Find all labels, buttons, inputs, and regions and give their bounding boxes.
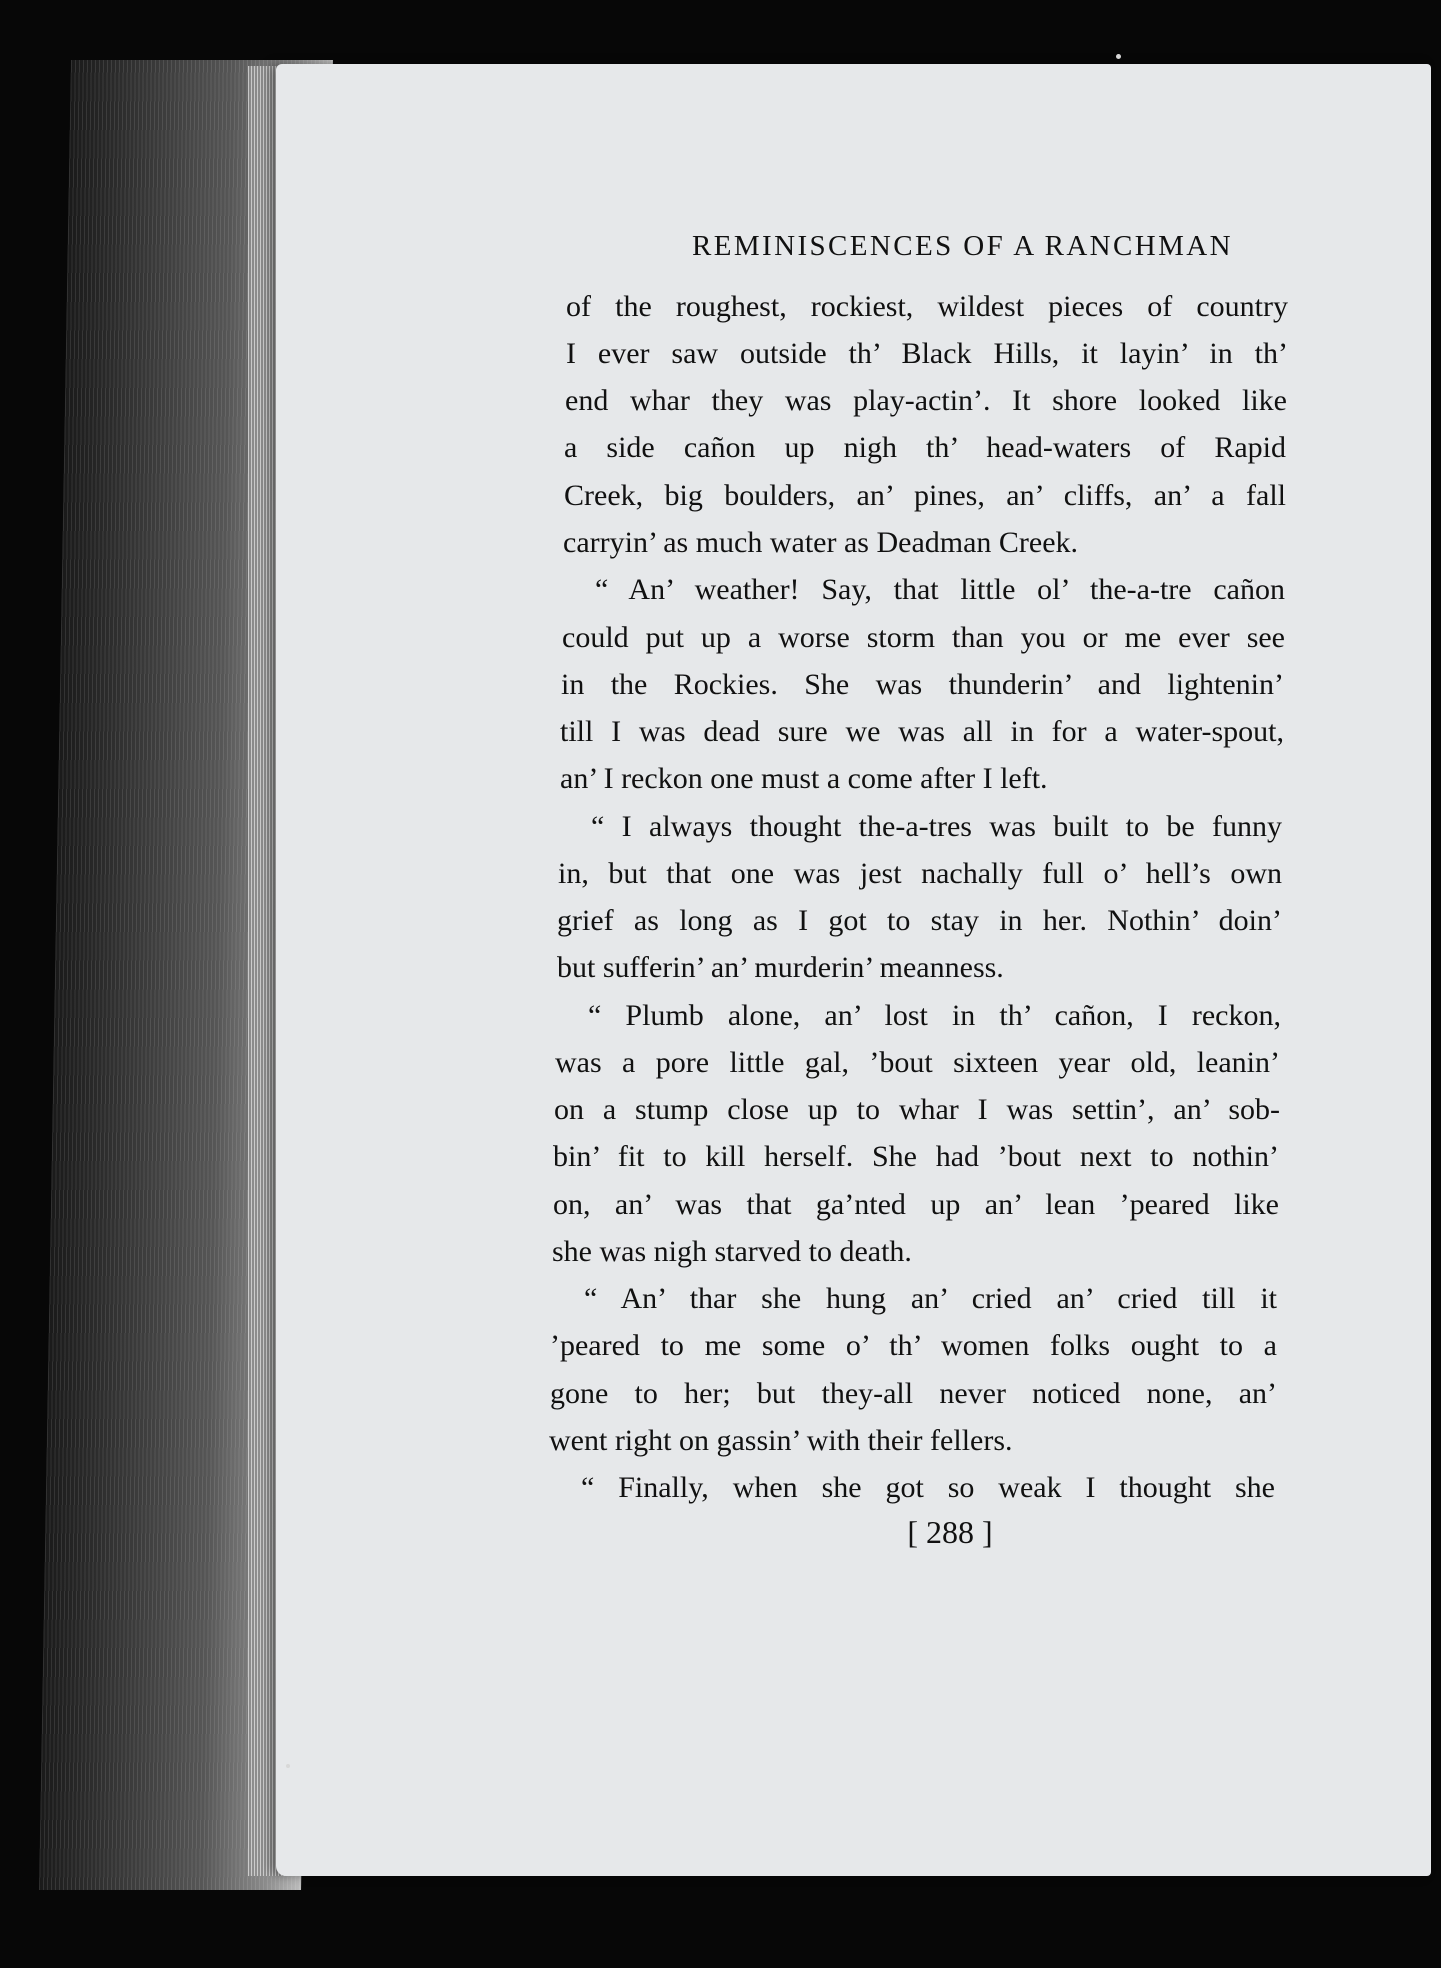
text-line: she was nigh starved to death. [552,1235,912,1268]
text-line: grief as long as I got to stay in her. Nothin’ doin’ [557,904,1282,937]
text-line: an’ I reckon one must a come after I left. [560,762,1048,795]
text-line: end whar they was play-actin’. It shore looked like [565,384,1287,417]
text-line: carryin’ as much water as Deadman Creek. [563,526,1079,559]
text-line: but sufferin’ an’ murderin’ meanness. [557,951,1004,984]
text-line: on, an’ was that ga’nted up an’ lean ’peared like [553,1188,1279,1221]
text-line: till I was dead sure we was all in for a water-spout, [560,715,1284,748]
paragraph-first-line: “ An’ thar she hung an’ cried an’ cried till it [584,1282,1277,1315]
text-line: in, but that one was jest nachally full o’ hell’s own [558,857,1282,890]
text-line: was a pore little gal, ’bout sixteen year old, leanin’ [555,1046,1280,1079]
running-header: REMINISCENCES OF A RANCHMAN [692,230,1233,262]
text-line: ’peared to me some o’ th’ women folks ought to a [550,1329,1277,1362]
text-line: gone to her; but they-all never noticed none, an’ [550,1377,1277,1410]
text-line: went right on gassin’ with their fellers. [549,1424,1013,1457]
paragraph-first-line: “ Plumb alone, an’ lost in th’ cañon, I reckon, [588,999,1281,1032]
paragraph-first-line: “ An’ weather! Say, that little ol’ the-a-tre cañon [595,573,1285,606]
paragraph-first-line: “ I always thought the-a-tres was built to be funny [591,810,1282,843]
text-line: a side cañon up nigh th’ head-waters of Rapid [564,431,1286,464]
paragraph-first-line: “ Finally, when she got so weak I thought she [581,1471,1275,1504]
dust-speck [1116,54,1121,59]
text-line: could put up a worse storm than you or me ever see [562,621,1285,654]
text-line: bin’ fit to kill herself. She had ’bout next to nothin’ [553,1140,1279,1173]
page-number: [ 288 ] [907,1514,993,1550]
text-line: Creek, big boulders, an’ pines, an’ cliffs, an’ a fall [564,479,1286,512]
text-line: on a stump close up to whar I was settin’, an’ sob- [554,1093,1280,1126]
dust-speck [286,1764,290,1768]
text-line: in the Rockies. She was thunderin’ and lightenin’ [561,668,1284,701]
text-line: I ever saw outside th’ Black Hills, it layin’ in th’ [566,337,1288,370]
text-line: of the roughest, rockiest, wildest pieces of country [566,290,1288,323]
